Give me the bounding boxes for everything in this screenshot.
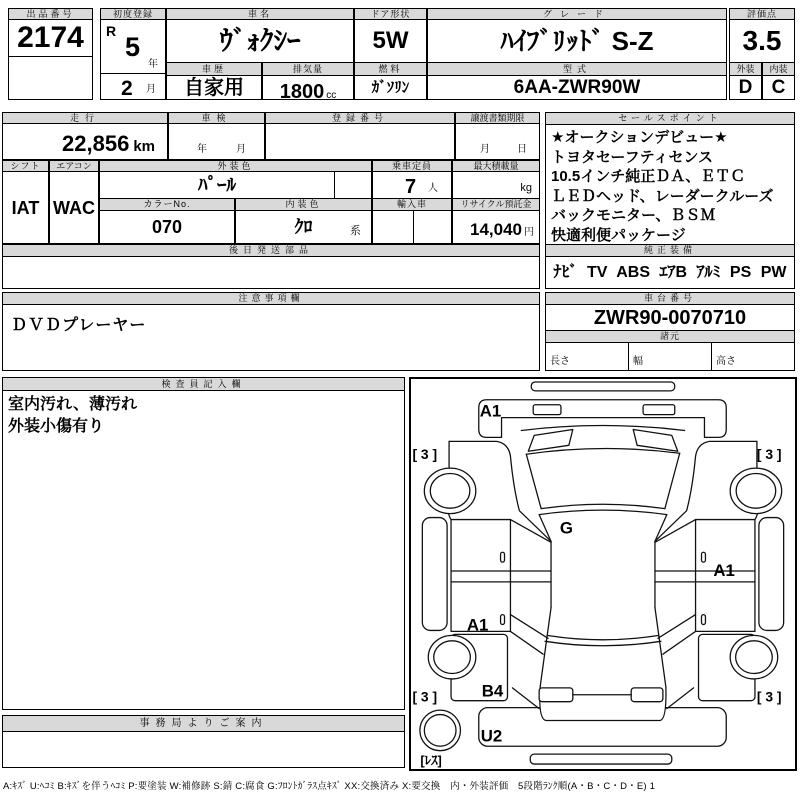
spec-width-label: 幅 xyxy=(633,356,643,367)
cautions-header: 注意事項欄 xyxy=(2,292,540,305)
max-load-header: 最大積載量 xyxy=(452,160,540,172)
mileage-header: 走行 xyxy=(2,112,168,124)
aircon-header: エアコン xyxy=(49,160,99,172)
later-shipped-parts-header: 後日発送部品 xyxy=(2,244,540,257)
damage-mark-left-rocker: B4 xyxy=(481,681,504,701)
sales-point-line: 10.5インチ純正ＤＡ、ＥＴＣ xyxy=(551,168,746,185)
damage-mark-front: A1 xyxy=(479,401,502,421)
sales-point-line: トヨタセーフティセンス xyxy=(551,148,714,166)
damage-mark-windshield: G xyxy=(559,518,574,538)
car-name-value: ｳﾞｫｸｼｰ xyxy=(166,19,354,63)
spare-tire-mark: [ﾚｽ] xyxy=(420,753,442,769)
exterior-color-empty-cell xyxy=(334,171,372,199)
interior-color-value xyxy=(235,210,372,244)
first-registration-month-cell xyxy=(100,73,166,100)
sales-point-content xyxy=(545,124,795,245)
displacement-unit: cc xyxy=(326,90,337,101)
tire-mark-front-left: [ 3 ] xyxy=(412,446,438,463)
front-vent-left xyxy=(533,405,561,415)
car-damage-diagram xyxy=(411,379,795,769)
rear-window-right-edge xyxy=(655,608,666,687)
color-no-header: カラーNo. xyxy=(99,198,235,211)
year-unit-label: 年 xyxy=(148,59,158,70)
interior-color-name: ｸﾛ xyxy=(294,217,313,237)
sales-point-line: バックモニター、ＢＳＭ xyxy=(551,207,716,224)
displacement-value xyxy=(262,75,354,103)
import-car-cell-right xyxy=(413,210,452,244)
month-unit-label: 月 xyxy=(146,84,156,95)
tail-lamp-right xyxy=(631,688,663,702)
max-load-value-cell xyxy=(452,171,540,199)
front-vent-right xyxy=(643,405,675,415)
car-history-header: 車歴 xyxy=(166,62,262,76)
first-registration-header: 初度登録 xyxy=(100,8,166,20)
inspector-note-line: 外装小傷有り xyxy=(8,418,105,435)
tire-mark-front-right: [ 3 ] xyxy=(756,446,782,463)
front-top-strip xyxy=(531,382,675,391)
transfer-deadline-value-cell xyxy=(455,123,540,160)
transfer-deadline-header: 譲渡書類期限 xyxy=(455,112,540,124)
left-c-pillar-line-2 xyxy=(510,631,543,654)
sales-point-line: 快適利便パッケージ xyxy=(551,226,686,244)
right-rear-door-handle xyxy=(701,615,705,625)
recycle-amount: 14,040 xyxy=(470,220,522,239)
right-rear-corner-line xyxy=(667,688,694,709)
exterior-grade-value: D xyxy=(729,75,762,100)
office-notice-header: 事務局よりご案内 xyxy=(2,715,405,732)
door-shape-header: ドア形状 xyxy=(354,8,427,20)
damage-diagram-panel xyxy=(409,377,797,771)
cautions-content: ＤＶＤプレーヤー xyxy=(2,304,540,371)
lot-number-value: 2174 xyxy=(8,19,93,57)
cowl-line xyxy=(521,426,684,431)
transfer-day-unit: 日 xyxy=(517,144,527,155)
registration-number-value-cell xyxy=(265,123,455,160)
left-front-door-handle xyxy=(501,552,505,562)
rear-right-tire xyxy=(730,635,778,679)
grade-header: グレード xyxy=(427,8,727,20)
spec-height-label: 高さ xyxy=(716,356,736,367)
model-code-value: 6AA-ZWR90W xyxy=(427,75,727,100)
door-shape-value: 5W xyxy=(354,19,427,63)
inspection-month-unit: 月 xyxy=(236,144,246,155)
interior-color-header: 内装色 xyxy=(235,198,372,211)
rear-window-left-edge xyxy=(540,608,551,687)
capacity-header: 乗車定員 xyxy=(372,160,452,172)
shift-value: IAT xyxy=(2,171,49,244)
inspector-notes-header: 検査員記入欄 xyxy=(2,377,405,391)
first-registration-month: 2 xyxy=(121,77,133,100)
transfer-month-unit: 月 xyxy=(480,144,490,155)
era-label: R xyxy=(106,23,117,39)
inspector-note-line: 室内汚れ、薄汚れ xyxy=(8,396,137,413)
tire-mark-rear-left: [ 3 ] xyxy=(412,688,438,705)
rear-window-arc-1 xyxy=(547,635,659,639)
import-car-cell-left xyxy=(372,210,414,244)
front-left-tire xyxy=(424,468,475,514)
model-code-header: 型式 xyxy=(427,62,727,76)
tail-lamp-left xyxy=(539,688,573,702)
left-a-pillar-line xyxy=(510,520,551,543)
windshield-right-edge xyxy=(665,453,680,508)
score-value: 3.5 xyxy=(729,19,795,63)
spec-header: 諸元 xyxy=(545,330,795,343)
factory-equipment-header: 純正装備 xyxy=(545,244,795,257)
exterior-color-header: 外装色 xyxy=(99,160,372,172)
windshield-left-edge xyxy=(526,454,541,508)
score-header: 評価点 xyxy=(729,8,795,20)
inspector-notes-content xyxy=(2,390,405,710)
spec-length-label: 長さ xyxy=(550,356,570,367)
interior-grade-header: 内装 xyxy=(762,62,795,76)
left-rocker-panel xyxy=(422,518,447,631)
first-registration-year-cell xyxy=(100,19,166,74)
rear-window-arc-2 xyxy=(545,641,661,645)
exterior-color-value: ﾊﾟｰﾙ xyxy=(99,171,335,199)
first-registration-year: 5 xyxy=(125,32,141,62)
inspection-year-unit: 年 xyxy=(197,144,207,155)
registration-number-header: 登録番号 xyxy=(265,112,455,124)
lot-number-empty-cell xyxy=(8,56,93,100)
rear-left-tire xyxy=(428,635,476,679)
damage-mark-left-rear-door: A1 xyxy=(466,615,489,635)
max-load-unit: kg xyxy=(520,182,532,194)
interior-grade-value: C xyxy=(762,75,795,100)
interior-color-suffix: 系 xyxy=(350,225,361,237)
right-rocker-panel xyxy=(759,518,784,631)
factory-equipment-value: ﾅﾋﾞ TV ABS ｴｱB ｱﾙﾐ PS PW xyxy=(545,256,795,289)
recycle-unit: 円 xyxy=(524,227,534,238)
front-right-tire xyxy=(730,468,781,514)
shift-header: シフト xyxy=(2,160,49,172)
car-name-header: 車名 xyxy=(166,8,354,20)
mileage-unit: km xyxy=(133,138,155,155)
right-c-pillar-line-2 xyxy=(663,631,696,654)
inspection-value-cell xyxy=(168,123,265,160)
chassis-number-value: ZWR90-0070710 xyxy=(545,304,795,331)
roof-front-arc-2 xyxy=(539,510,667,514)
capacity-unit: 人 xyxy=(428,183,438,194)
spare-tire xyxy=(420,710,461,751)
roof-front-arc-1 xyxy=(541,504,665,508)
sales-point-line: ★オークションデビュー★ xyxy=(551,129,728,146)
spec-height-cell xyxy=(711,342,795,371)
windshield-top-edge xyxy=(526,449,679,455)
aircon-value: WAC xyxy=(49,171,99,244)
right-front-door-handle xyxy=(701,552,705,562)
spec-width-cell xyxy=(628,342,712,371)
chassis-number-header: 車台番号 xyxy=(545,292,795,305)
fuel-value: ｶﾞｿﾘﾝ xyxy=(354,75,427,100)
spec-length-cell xyxy=(545,342,629,371)
office-notice-content xyxy=(2,731,405,768)
capacity-number: 7 xyxy=(405,176,417,198)
damage-mark-right-front-door: A1 xyxy=(713,560,735,580)
rear-bottom-strip xyxy=(530,754,672,764)
left-rear-corner-line xyxy=(512,688,539,709)
tire-mark-rear-right: [ 3 ] xyxy=(756,688,782,705)
capacity-value-cell xyxy=(372,171,452,199)
later-shipped-parts-content xyxy=(2,256,540,289)
sales-point-line: ＬＥＤヘッド、レーダークルーズ xyxy=(551,187,774,205)
lot-number-header: 出品番号 xyxy=(8,8,93,20)
recycle-deposit-header: リサイクル預託金 xyxy=(452,198,540,211)
grade-value: ﾊｲﾌﾞﾘｯﾄﾞ S-Z xyxy=(427,19,727,63)
wiper-right xyxy=(633,429,678,451)
import-car-header: 輸入車 xyxy=(372,198,452,211)
right-a-pillar-line xyxy=(655,520,696,543)
left-rear-door-handle xyxy=(501,615,505,625)
displacement-number: 1800 xyxy=(279,81,325,103)
displacement-header: 排気量 xyxy=(262,62,354,76)
fuel-header: 燃料 xyxy=(354,62,427,76)
mileage-number: 22,856 xyxy=(62,131,130,156)
sales-point-header: セールスポイント xyxy=(545,112,795,125)
recycle-deposit-value xyxy=(452,210,540,244)
exterior-grade-header: 外装 xyxy=(729,62,762,76)
damage-code-legend: A:ｷｽﾞ U:ﾍｺﾐ B:ｷｽﾞを伴うﾍｺﾐ P:要塗装 W:補修跡 S:錆 C:腐食 G:ﾌﾛﾝﾄｶﾞﾗｽ点ｷｽﾞ XX:交換済み X:要交換 内・外装評価 5段階ﾗﾝｸ順(A・B・C・D・E) 1 xyxy=(3,781,656,792)
damage-mark-rear-bumper: U2 xyxy=(480,726,503,746)
car-history-value: 自家用 xyxy=(166,75,262,100)
color-no-value: 070 xyxy=(99,210,235,244)
wiper-left xyxy=(528,429,573,451)
mileage-value xyxy=(2,123,168,160)
inspection-header: 車検 xyxy=(168,112,265,124)
front-bumper-panel xyxy=(479,400,726,438)
